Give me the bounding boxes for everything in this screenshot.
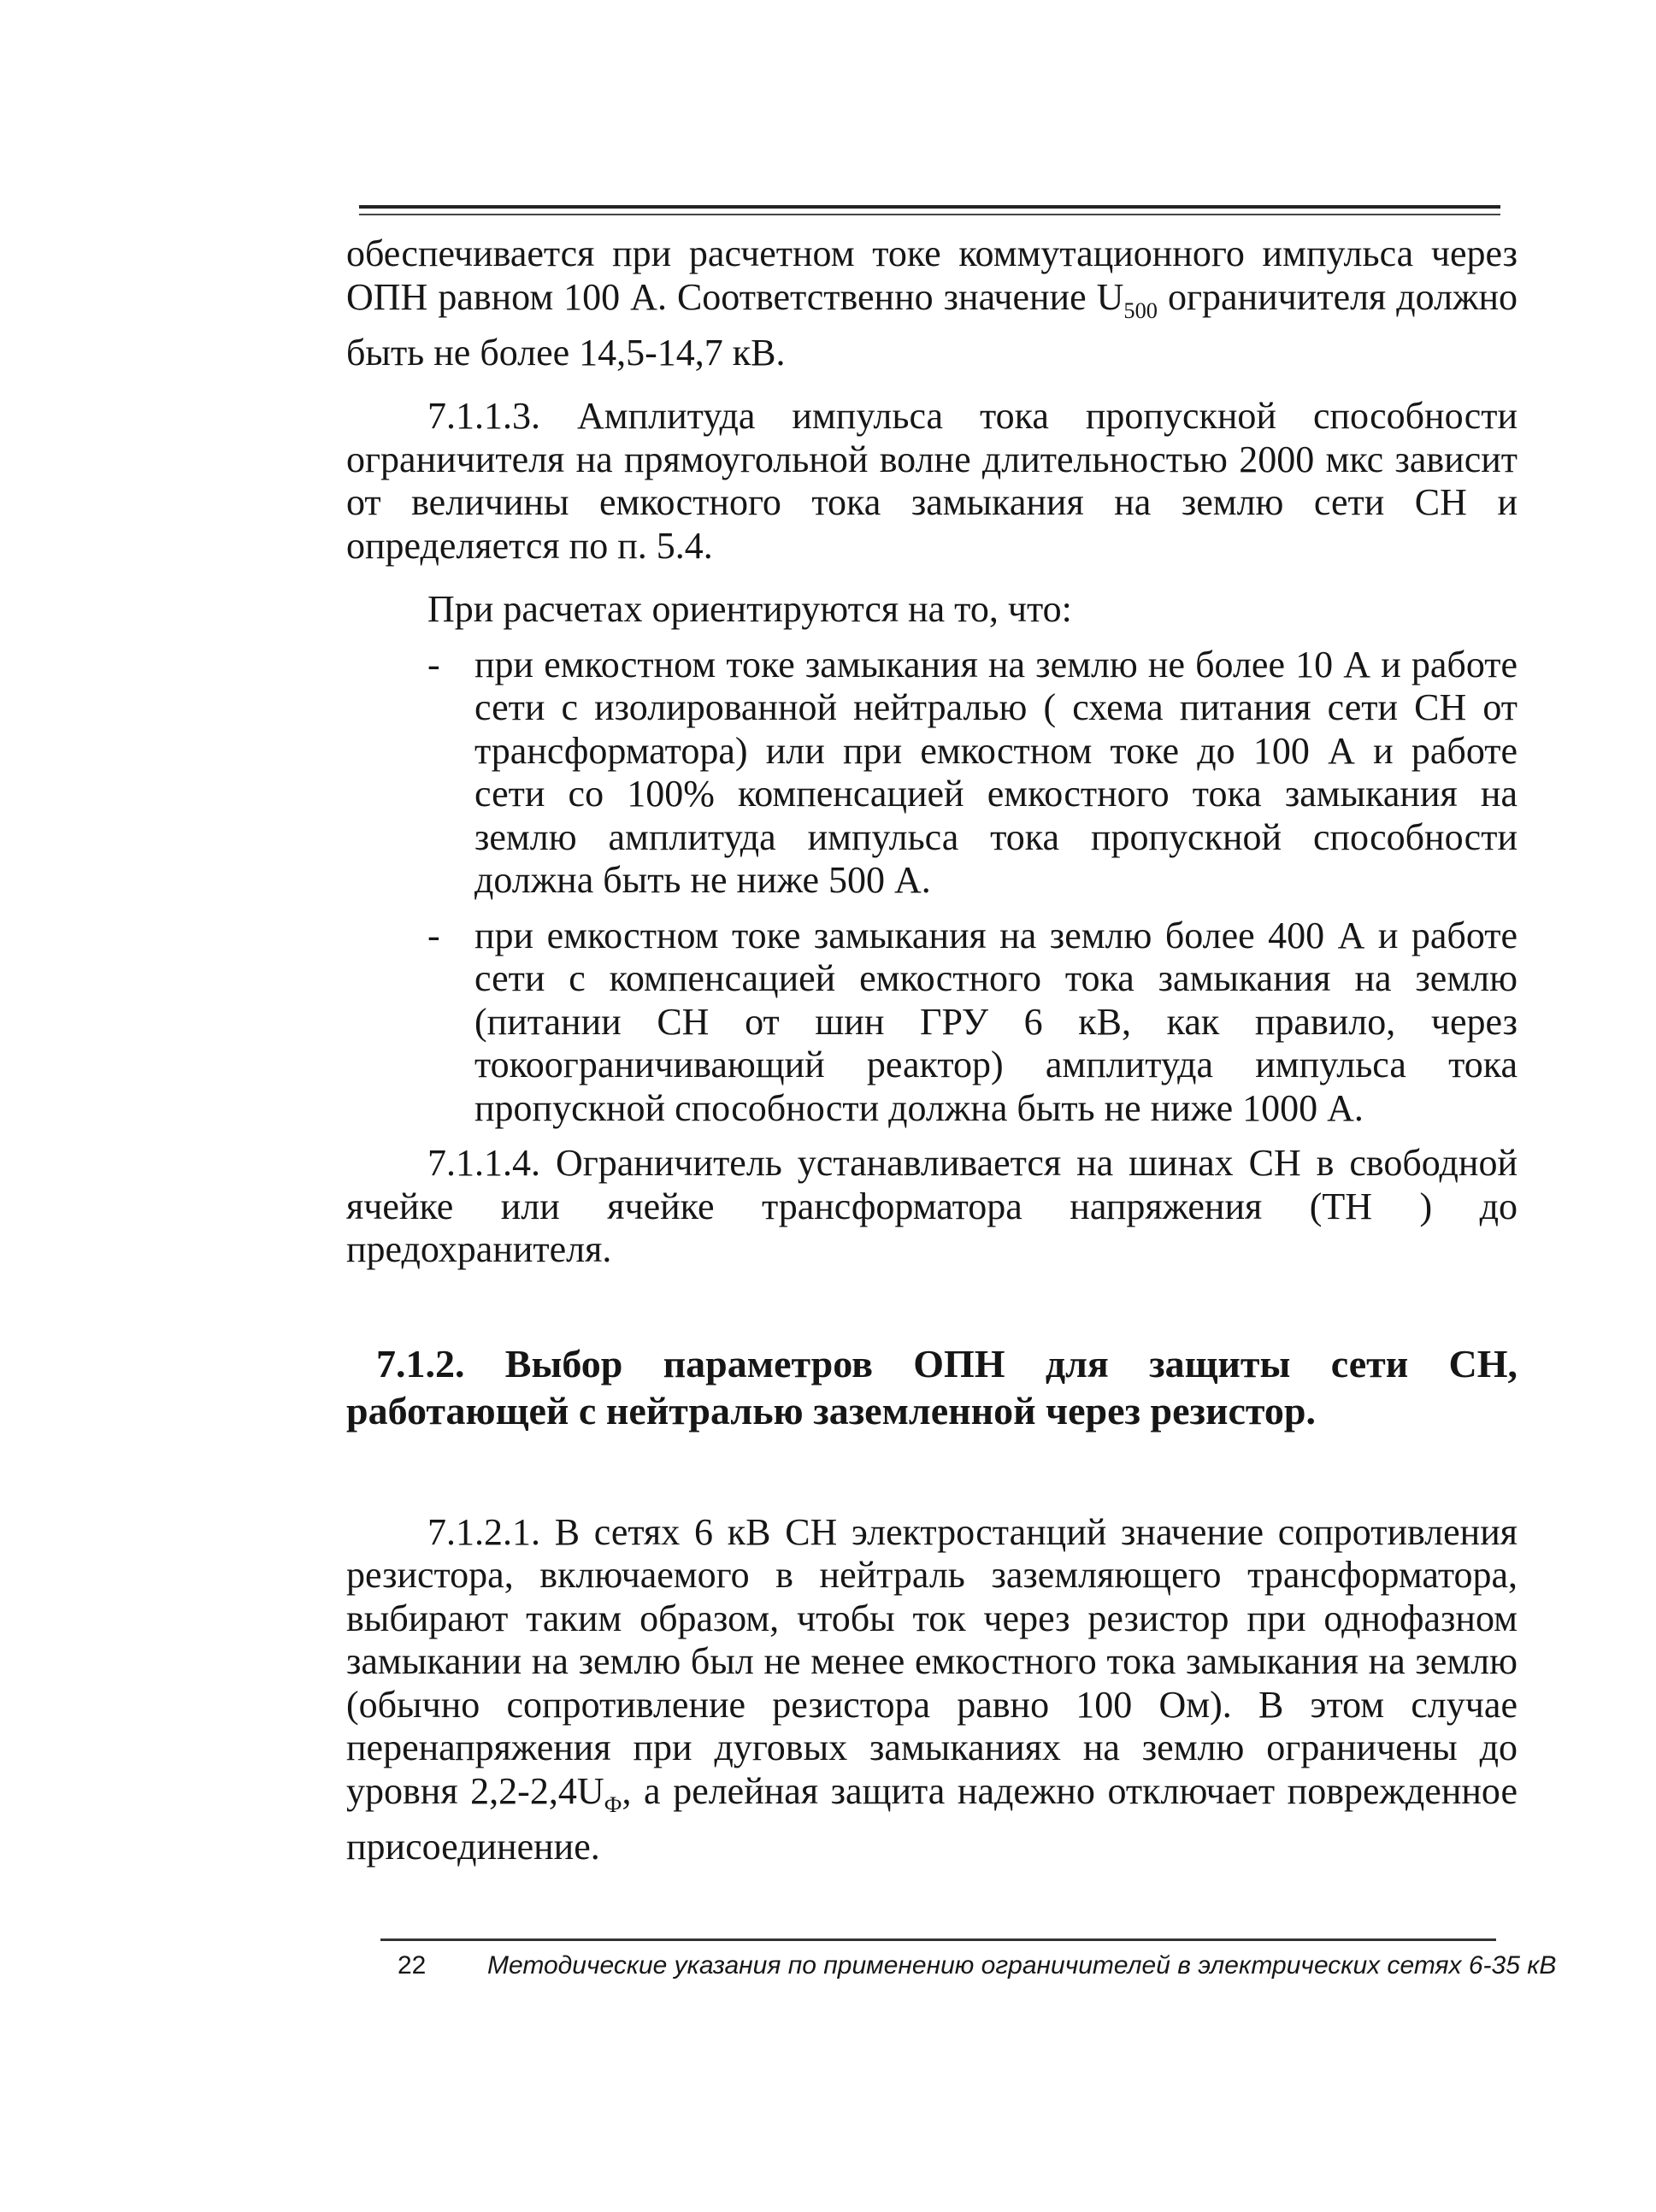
- continuation-paragraph: обеспечивается при расчетном токе коммутационного импульса через ОПН равном 100 А. Соответственно значение $U_{500}$ ограничителя должно быть не более 14,5-14,7 кВ.: [346, 232, 1518, 374]
- bullet-text-2: при емкостном токе замыкания на землю более 400 А и работе сети с компенсацией емкостного тока замыкания на землю (питании СН от шин ГРУ 6 кВ, как правило, через токоограничивающий реактор) амплитуда импульса тока пропускной способности должна быть не ниже 1000 А.: [474, 914, 1518, 1129]
- paragraph-intro: При расчетах ориентируются на то, что:: [427, 588, 1072, 631]
- page-footer: [398, 1951, 1557, 1980]
- top-rule: [359, 205, 1500, 215]
- paragraph-7-1-2-1: 7.1.2.1. В сетях 6 кВ СН электростанций значение сопротивления резистора, включаемого в нейтраль заземляющего трансформатора, выбирают таким образом, чтобы ток через резистор при однофазном замыкании на землю был не менее емкостного тока замыкания на землю (обычно сопротивление резистора равно 100 Ом). В этом случае перенапряжения при дуговых замыканиях на землю ограничены до уровня $2,2-2,4U_Ф$, а релейная защита надежно отключает поврежденное присоединение.: [346, 1510, 1518, 1868]
- footer-rule: [380, 1938, 1496, 1941]
- paragraph-7-1-1-4: 7.1.1.4. Ограничитель устанавливается на шинах СН в свободной ячейке или ячейке трансформатора напряжения (ТН ) до предохранителя.: [346, 1142, 1518, 1271]
- bullet-dash: -: [427, 914, 440, 956]
- bullet-text-1: при емкостном токе замыкания на землю не более 10 А и работе сети с изолированной нейтралью ( схема питания сети СН от трансформатора) или при емкостном токе до 100 А и работе сети со 100% компенсацией емкостного тока замыкания на землю амплитуда импульса тока пропускной способности должна быть не ниже 500 А.: [474, 643, 1518, 902]
- page-body: [346, 232, 1518, 1869]
- section-heading-7-1-2: 7.1.2. Выбор параметров ОПН для защиты сети СН, работающей с нейтралью заземленной через резистор.: [346, 1341, 1518, 1433]
- list-item: [346, 915, 1518, 1131]
- footer-title: Методические указания по применению ограничителей в электрических сетях 6-35 кВ: [487, 1951, 1557, 1980]
- paragraph-7-1-1-3: 7.1.1.3. Амплитуда импульса тока пропускной способности ограничителя на прямоугольной волне длительностью 2000 мкс зависит от величины емкостного тока замыкания на землю сети СН и определяется по п. 5.4.: [346, 395, 1518, 567]
- bullet-dash: -: [427, 643, 440, 685]
- page-number: 22: [398, 1951, 427, 1980]
- bullet-list: [346, 644, 1518, 1131]
- u500-subscript: 500: [1123, 297, 1158, 323]
- list-item: [346, 644, 1518, 903]
- uf-subscript: Ф: [604, 1791, 622, 1817]
